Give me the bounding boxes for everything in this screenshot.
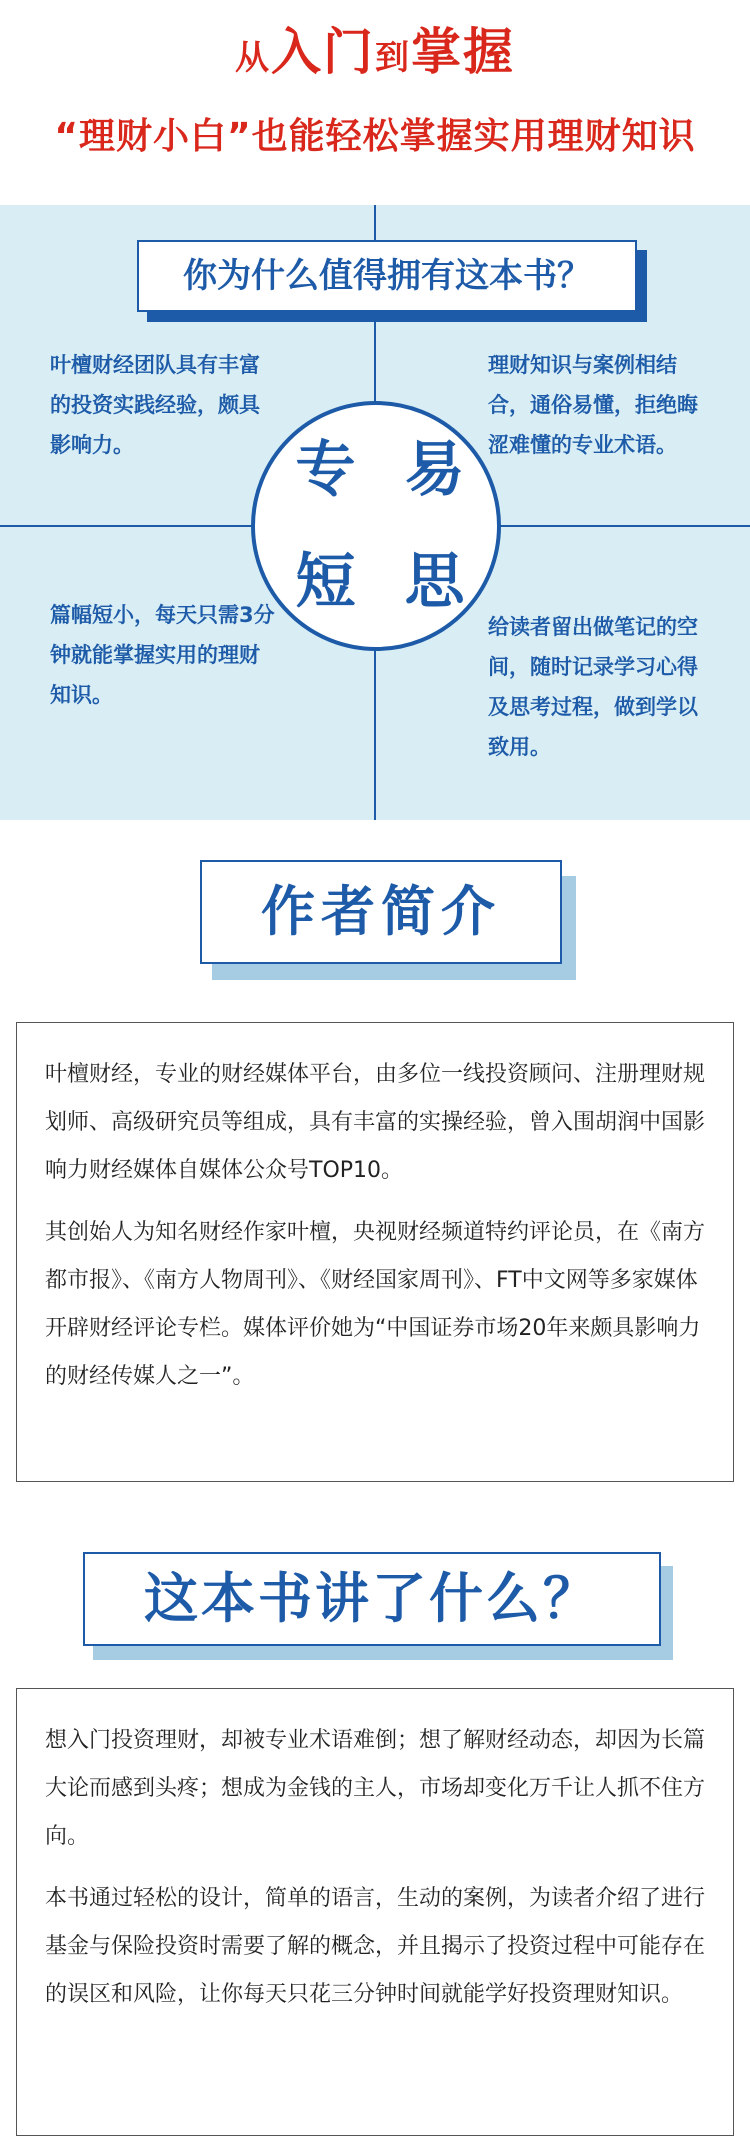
title-from: 从 xyxy=(235,38,271,78)
page-header xyxy=(0,0,750,200)
circle-char-duan: 短 xyxy=(295,547,356,617)
feature-circle xyxy=(251,401,501,651)
author-paragraph-1: 叶檀财经，专业的财经媒体平台，由多位一线投资顾问、注册理财规划师、高级研究员等组成，具有丰富的实操经验，曾入围胡润中国影响力财经媒体自媒体公众号TOP10。 xyxy=(45,1062,706,1183)
main-title xyxy=(0,22,750,82)
book-heading: 这本书讲了什么？ xyxy=(83,1552,661,1646)
why-title-box xyxy=(137,240,649,324)
title-to: 到 xyxy=(375,38,411,78)
book-content-box xyxy=(16,1688,734,2136)
book-heading-box xyxy=(83,1552,673,1660)
book-paragraph-2: 本书通过轻松的设计，简单的语言，生动的案例，为读者介绍了进行基金与保险投资时需要了解的概念，并且揭示了投资过程中可能存在的误区和风险，让你每天只花三分钟时间就能学好投资理财知识。 xyxy=(45,1886,706,2007)
title-entry: 入门 xyxy=(271,23,375,81)
quadrant-text-top-right: 理财知识与案例相结合，通俗易懂，拒绝晦涩难懂的专业术语。 xyxy=(488,353,698,457)
author-heading: 作者简介 xyxy=(200,860,562,964)
author-heading-box xyxy=(200,860,576,980)
book-paragraph-1: 想入门投资理财，却被专业术语难倒；想了解财经动态，却因为长篇大论而感到头疼；想成为金钱的主人，市场却变化万千让人抓不住方向。 xyxy=(45,1728,706,1849)
circle-char-yi: 易 xyxy=(404,435,465,505)
title-master: 掌握 xyxy=(411,23,515,81)
why-section xyxy=(0,205,750,820)
circle-char-si: 思 xyxy=(404,547,465,617)
why-title: 你为什么值得拥有这本书？ xyxy=(137,240,637,312)
quadrant-text-bottom-right: 给读者留出做笔记的空间，随时记录学习心得及思考过程，做到学以致用。 xyxy=(488,615,698,759)
subtitle: “理财小白”也能轻松掌握实用理财知识 xyxy=(54,116,696,157)
quadrant-text-bottom-left: 篇幅短小，每天只需3分钟就能掌握实用的理财知识。 xyxy=(50,603,275,707)
author-paragraph-2: 其创始人为知名财经作家叶檀，央视财经频道特约评论员，在《南方都市报》、《南方人物周刊》、《财经国家周刊》、FT中文网等多家媒体开辟财经评论专栏。媒体评价她为“中国证券市场20年来颇具影响力的财经传媒人之一”。 xyxy=(45,1220,706,1389)
quadrant-text-top-left: 叶檀财经团队具有丰富的投资实践经验，颇具影响力。 xyxy=(50,353,260,457)
circle-char-zhuan: 专 xyxy=(295,435,356,505)
author-content-box xyxy=(16,1022,734,1482)
